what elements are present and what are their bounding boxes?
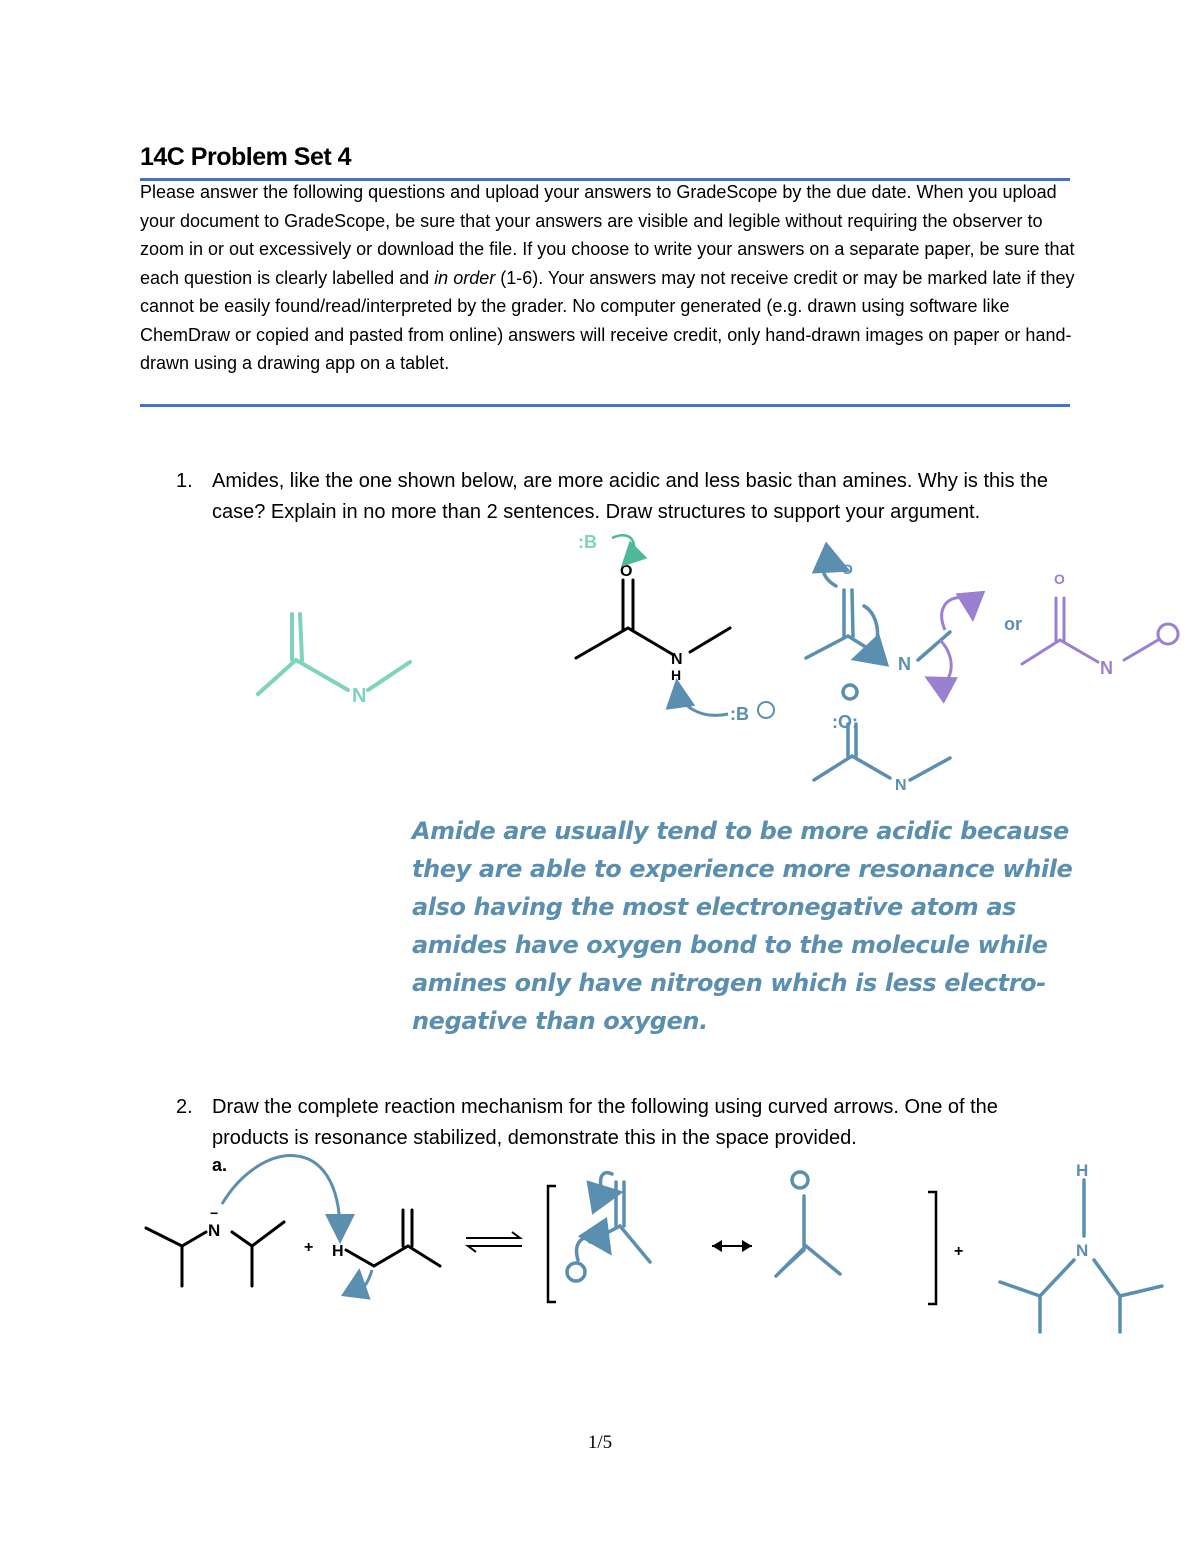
blue-resonance-sketch	[806, 564, 950, 660]
blue-nitrogen-label-2: N	[895, 777, 907, 794]
curved-arrow-icon	[678, 690, 728, 715]
isobutylene-structure	[346, 1210, 440, 1266]
instructions-part-1: Please answer the following questions and upload your answers to GradeScope by the due date. When you upload your document to GradeScope, be sure that your answers are visible and legible without requiring the observer to zoom in or out excessively or download the file. If you choose to write your answers on a separate paper, be sure that each question is clearly labelled and	[140, 182, 1075, 288]
resonance-form-2	[776, 1172, 840, 1276]
base-minus-label: −	[210, 1205, 219, 1221]
equilibrium-arrows-icon	[466, 1232, 522, 1252]
instructions-part-2: (1-6). Your answers may not receive credit or may be marked late if they cannot be easily found/read/interpreted by the grader. No computer generated (e.g. drawn using software like ChemDraw or copied and pasted from online) answers will receive credit, only hand-drawn images on paper or hand-drawn using a drawing app on a tablet.	[140, 267, 1075, 373]
negative-charge-icon	[758, 702, 774, 718]
purple-oxygen-label: O	[1054, 571, 1065, 587]
answer-line: amines only have nitrogen which is less electro-	[412, 969, 1046, 997]
instructions-emphasis: in order	[434, 267, 496, 288]
blue-resonance-sketch-2	[814, 685, 950, 780]
amide-oxygen-label: O	[620, 563, 633, 580]
blue-oxygen-label: O	[842, 561, 853, 577]
blue-charged-oxygen-label: :O:	[832, 712, 858, 732]
question-2-sub-label: a.	[212, 1155, 228, 1175]
resonance-form-1	[567, 1173, 650, 1281]
question-2-number: 2.	[176, 1096, 193, 1118]
question-2-text: Draw the complete reaction mechanism for the following using curved arrows. One of the products is resonance stabilized, demonstrate this in the space provided.	[212, 1096, 998, 1149]
base-label-top: :B	[578, 532, 597, 552]
plus-sign-1: +	[304, 1239, 314, 1256]
printed-amide-structure	[576, 580, 730, 658]
curved-arrow-icon	[222, 1156, 340, 1232]
base-nitrogen-label: N	[208, 1221, 221, 1240]
product-nitrogen-label: N	[1076, 1241, 1089, 1260]
curved-arrow-icon	[935, 640, 951, 683]
question-1-lead: Amides,	[212, 470, 285, 492]
curved-arrow-icon	[942, 598, 972, 630]
purple-nitrogen-label: N	[1100, 658, 1113, 678]
product-hydrogen-label: H	[1076, 1161, 1089, 1180]
answer-line: they are able to experience more resonance while	[412, 855, 1073, 883]
or-label: or	[1004, 614, 1022, 634]
answer-line: also having the most electronegative atom as	[412, 893, 1017, 921]
left-bracket	[548, 1186, 556, 1302]
curved-arrow-icon	[358, 1270, 372, 1289]
amide-nitrogen-label: N	[671, 651, 683, 668]
amide-hydrogen-label: H	[671, 667, 682, 683]
answer-line: amides have oxygen bond to the molecule while	[412, 931, 1048, 959]
answer-line: negative than oxygen.	[412, 1007, 708, 1035]
purple-amide-sketch	[1022, 598, 1178, 664]
page-title: 14C Problem Set 4	[140, 143, 352, 171]
acidic-hydrogen-label: H	[332, 1243, 344, 1260]
answer-line: Amide are usually tend to be more acidic because	[412, 817, 1069, 845]
page-number: 1/5	[587, 1432, 613, 1453]
plus-sign-2: +	[954, 1243, 964, 1260]
right-bracket	[928, 1192, 936, 1304]
blue-nitrogen-label: N	[898, 654, 911, 674]
curved-arrow-icon	[612, 535, 634, 560]
teal-amide-sketch	[258, 614, 410, 694]
question-1-body: like the one shown below, are more acidic and less basic than amines. Why is this the case? Explain in no more than 2 sentences. Draw structures to support your argument.	[212, 470, 1048, 523]
teal-nitrogen-label: N	[352, 685, 367, 707]
question-1-number: 1.	[176, 470, 193, 492]
base-label-bottom: :B	[730, 704, 749, 724]
